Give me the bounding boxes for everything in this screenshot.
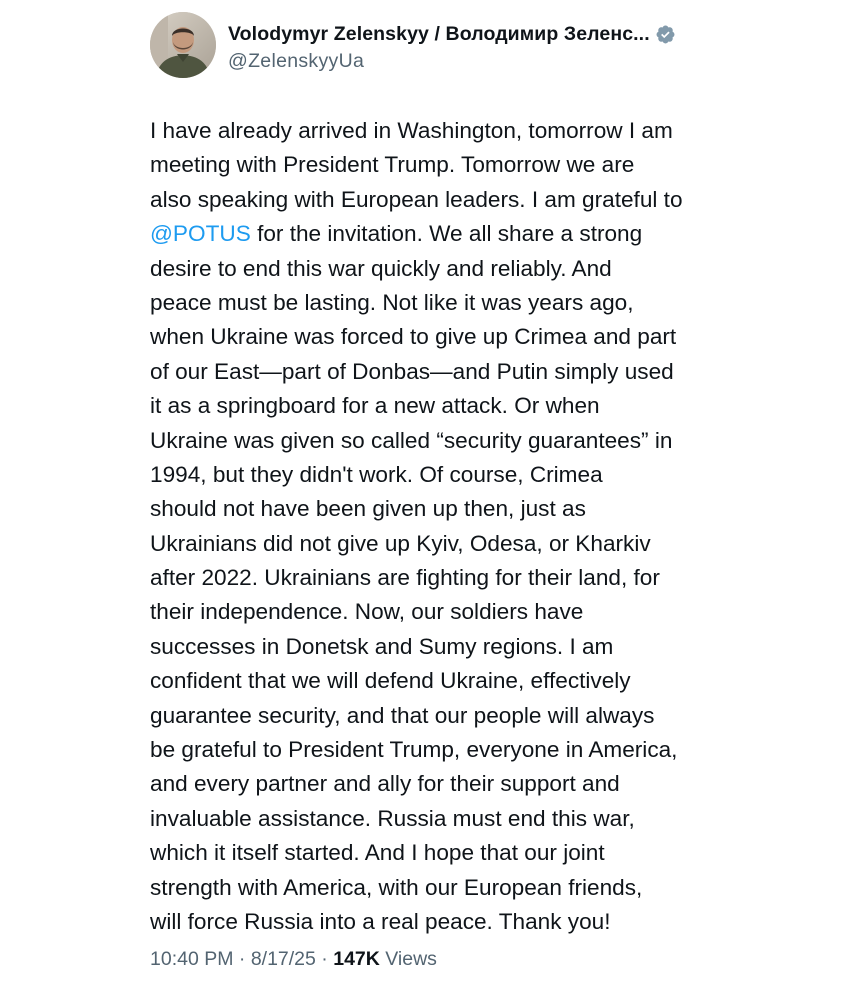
avatar-image — [150, 12, 216, 78]
tweet-line: which it itself started. And I hope that our joint — [150, 840, 605, 866]
views-count[interactable]: 147K — [333, 948, 380, 970]
tweet-line: and every partner and ally for their support and — [150, 771, 620, 797]
tweet-line: meeting with President Trump. Tomorrow we are — [150, 152, 635, 178]
tweet-line: 1994, but they didn't work. Of course, Crimea — [150, 461, 603, 487]
tweet-line: be grateful to President Trump, everyone in America, — [150, 737, 678, 763]
tweet-line-with-mention — [150, 217, 750, 251]
meta-separator: · — [321, 948, 328, 970]
display-name-row — [228, 20, 736, 48]
avatar[interactable] — [150, 12, 216, 78]
tweet-line: should not have been given up then, just as — [150, 496, 586, 522]
mention-link[interactable]: @POTUS — [150, 221, 251, 247]
tweet-line: after 2022. Ukrainians are fighting for their land, for — [150, 565, 660, 591]
verified-badge-icon — [655, 24, 676, 45]
tweet-line: also speaking with European leaders. I am grateful to — [150, 186, 683, 212]
tweet-line: guarantee security, and that our people will always — [150, 702, 655, 728]
tweet-text — [150, 114, 750, 939]
tweet-line: when Ukraine was forced to give up Crimea and part — [150, 324, 677, 350]
tweet-line: their independence. Now, our soldiers have — [150, 599, 584, 625]
tweet-line: Ukraine was given so called “security guarantees” in — [150, 427, 673, 453]
tweet-line: desire to end this war quickly and reliably. And — [150, 255, 612, 281]
tweet-line: it as a springboard for a new attack. Or when — [150, 393, 600, 419]
tweet-line: will force Russia into a real peace. Thank you! — [150, 908, 611, 934]
tweet-card — [136, 0, 736, 987]
display-name[interactable]: Volodymyr Zelenskyy / Володимир Зеленс... — [228, 22, 650, 45]
tweet-line: strength with America, with our European friends, — [150, 874, 643, 900]
meta-separator: · — [238, 948, 246, 970]
tweet-line: I have already arrived in Washington, tomorrow I am — [150, 118, 673, 143]
author-names — [228, 20, 736, 73]
tweet-line: confident that we will defend Ukraine, effectively — [150, 668, 631, 694]
tweet-meta — [150, 948, 437, 971]
tweet-time[interactable]: 10:40 PM — [150, 948, 234, 970]
tweet-line: Ukrainians did not give up Kyiv, Odesa, or Kharkiv — [150, 530, 651, 556]
views-label: Views — [385, 948, 437, 970]
tweet-line: of our East—part of Donbas—and Putin simply used — [150, 358, 674, 384]
tweet-line: successes in Donetsk and Sumy regions. I am — [150, 633, 614, 659]
tweet-date[interactable]: 8/17/25 — [250, 948, 316, 970]
author-handle[interactable]: @ZelenskyyUa — [228, 50, 365, 72]
tweet-line: invaluable assistance. Russia must end this war, — [150, 805, 635, 831]
tweet-line-rest: for the invitation. We all share a strong — [257, 221, 643, 247]
tweet-line: peace must be lasting. Not like it was years ago, — [150, 289, 634, 315]
tweet-header — [150, 12, 736, 82]
